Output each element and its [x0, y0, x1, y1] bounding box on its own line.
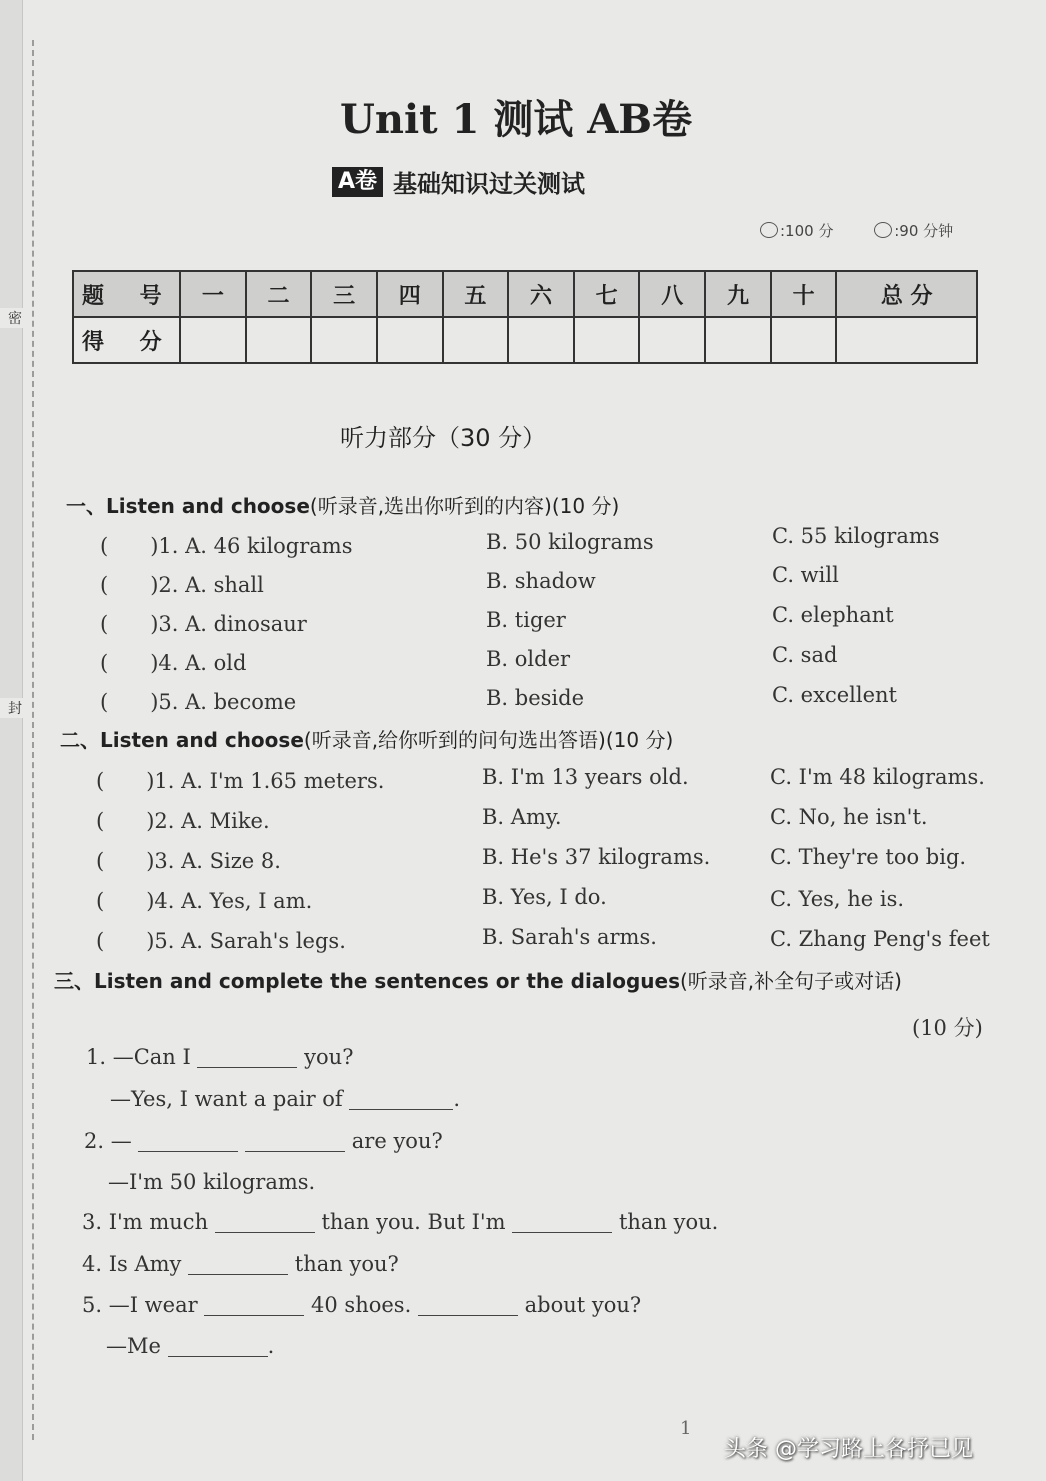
sentence-text: about you? [524, 1293, 642, 1317]
time-limit: :90 分钟 [894, 222, 954, 240]
subtitle-text: 基础知识过关测试 [393, 170, 586, 198]
part2-item-3: ( )3. A. Size 8. [96, 849, 281, 873]
score-cell[interactable] [311, 317, 377, 363]
score-cell[interactable] [639, 317, 705, 363]
part3-line-5b [106, 1334, 274, 1358]
part3-points: (10 分) [912, 1016, 983, 1040]
score-cell[interactable] [246, 317, 312, 363]
part3-line-2b: —I'm 50 kilograms. [108, 1170, 316, 1194]
answer-blank[interactable] [188, 1254, 288, 1275]
score-cell[interactable] [705, 317, 771, 363]
score-cell[interactable] [180, 317, 246, 363]
col-header: 七 [574, 271, 640, 317]
exam-meta [760, 220, 989, 241]
score-cell[interactable] [771, 317, 837, 363]
answer-blank[interactable] [215, 1212, 315, 1233]
sentence-text: are you? [351, 1129, 443, 1153]
part1-item-5: ( )5. A. become [100, 690, 297, 714]
part2-option-c: C. Zhang Peng's feet [770, 927, 990, 951]
part2-option-c: C. They're too big. [770, 845, 967, 869]
part1-option-c: C. sad [772, 643, 838, 667]
score-table [72, 270, 978, 364]
col-header: 八 [639, 271, 705, 317]
watermark: 头条 @学习路上各抒己见 [724, 1437, 973, 1462]
part2-option-c: C. I'm 48 kilograms. [770, 765, 985, 789]
row-label-score: 得 分 [73, 317, 180, 363]
col-header: 六 [508, 271, 574, 317]
part1-item-3: ( )3. A. dinosaur [100, 612, 307, 636]
part1-option-c: C. excellent [772, 683, 897, 707]
part1-option-b: B. shadow [486, 569, 596, 593]
part2-option-b: B. He's 37 kilograms. [482, 845, 711, 869]
sentence-text: 40 shoes. [311, 1293, 412, 1317]
col-header: 五 [443, 271, 509, 317]
answer-blank[interactable] [168, 1336, 268, 1357]
score-cell[interactable] [574, 317, 640, 363]
part2-heading-text: 二、Listen and choose [60, 728, 304, 752]
row-label-number: 题 号 [73, 271, 180, 317]
answer-blank[interactable] [349, 1089, 453, 1110]
total-score: :100 分 [780, 222, 834, 240]
page-edge [0, 0, 23, 1481]
page-number: 1 [680, 1418, 692, 1439]
part1-option-b: B. older [486, 647, 571, 671]
part2-option-b: B. Sarah's arms. [482, 925, 657, 949]
col-header: 四 [377, 271, 443, 317]
score-cell-total[interactable] [836, 317, 977, 363]
part2-item-2: ( )2. A. Mike. [96, 809, 270, 833]
col-header: 十 [771, 271, 837, 317]
part2-item-5: ( )5. A. Sarah's legs. [96, 929, 346, 953]
answer-blank[interactable] [512, 1212, 612, 1233]
part1-note: (听录音,选出你听到的内容)(10 分) [309, 494, 620, 518]
sentence-text: 4. Is Amy [82, 1252, 182, 1276]
sentence-text: —Yes, I want a pair of [110, 1087, 343, 1111]
part1-option-b: B. tiger [486, 608, 566, 632]
part1-item-1: ( )1. A. 46 kilograms [100, 534, 353, 558]
seal-mark-mi: 密 [0, 308, 30, 328]
cut-line [32, 40, 34, 1440]
sentence-text: 2. — [84, 1129, 132, 1153]
part2-option-b: B. Amy. [482, 805, 562, 829]
part1-option-b: B. beside [486, 686, 585, 710]
sentence-text: 3. I'm much [82, 1210, 209, 1234]
subtitle [332, 164, 585, 199]
part2-option-b: B. I'm 13 years old. [482, 765, 689, 789]
part3-heading [54, 965, 902, 994]
part1-item-2: ( )2. A. shall [100, 573, 264, 597]
answer-blank[interactable] [204, 1295, 304, 1316]
sentence-text: 5. —I wear [82, 1293, 198, 1317]
answer-blank[interactable] [418, 1295, 518, 1316]
part1-heading [66, 490, 619, 519]
seal-mark-feng: 封 [0, 698, 30, 718]
part2-item-1: ( )1. A. I'm 1.65 meters. [96, 769, 385, 793]
part2-option-c: C. Yes, he is. [770, 887, 905, 911]
part2-option-b: B. Yes, I do. [482, 885, 607, 909]
col-header: 一 [180, 271, 246, 317]
part3-line-4 [82, 1252, 399, 1276]
part1-option-b: B. 50 kilograms [486, 530, 654, 554]
part2-option-c: C. No, he isn't. [770, 805, 928, 829]
score-table-header-row [73, 271, 977, 317]
part1-item-4: ( )4. A. old [100, 651, 247, 675]
part3-note: (听录音,补全句子或对话) [679, 969, 902, 993]
answer-blank[interactable] [197, 1047, 297, 1068]
paper-a-badge: A卷 [332, 167, 383, 197]
sentence-text: than you? [294, 1252, 399, 1276]
sentence-text: you? [304, 1045, 354, 1069]
section-title: 听力部分（30 分） [340, 424, 547, 452]
part3-line-1a [86, 1045, 353, 1069]
score-cell[interactable] [377, 317, 443, 363]
answer-blank[interactable] [245, 1131, 345, 1152]
part1-heading-text: 一、Listen and choose [66, 494, 310, 518]
sentence-text: than you. [618, 1210, 719, 1234]
part2-note: (听录音,给你听到的问句选出答语)(10 分) [303, 728, 674, 752]
part2-item-4: ( )4. A. Yes, I am. [96, 889, 313, 913]
answer-blank[interactable] [138, 1131, 238, 1152]
sentence-text: than you. But I'm [321, 1210, 506, 1234]
sentence-text: —Me [106, 1334, 161, 1358]
part2-heading [60, 724, 673, 753]
part3-line-3 [82, 1210, 718, 1234]
score-icon [760, 222, 778, 238]
part3-heading-text: 三、Listen and complete the sentences or the dialogues [54, 969, 680, 993]
sentence-text: 1. —Can I [86, 1045, 191, 1069]
part1-option-c: C. 55 kilograms [772, 524, 940, 548]
sentence-text: . [453, 1087, 461, 1111]
clock-icon [874, 222, 892, 238]
col-header: 二 [246, 271, 312, 317]
score-table-score-row [73, 317, 977, 363]
part3-line-2a [84, 1129, 443, 1153]
sentence-text: . [267, 1334, 275, 1358]
score-cell[interactable] [443, 317, 509, 363]
col-header: 三 [311, 271, 377, 317]
part3-line-1b [110, 1087, 460, 1111]
page-title: Unit 1 测试 AB卷 [340, 96, 693, 143]
part3-line-5a [82, 1293, 641, 1317]
part1-option-c: C. elephant [772, 603, 894, 627]
col-header: 九 [705, 271, 771, 317]
part1-option-c: C. will [772, 563, 839, 587]
score-cell[interactable] [508, 317, 574, 363]
col-header-total: 总 分 [836, 271, 977, 317]
